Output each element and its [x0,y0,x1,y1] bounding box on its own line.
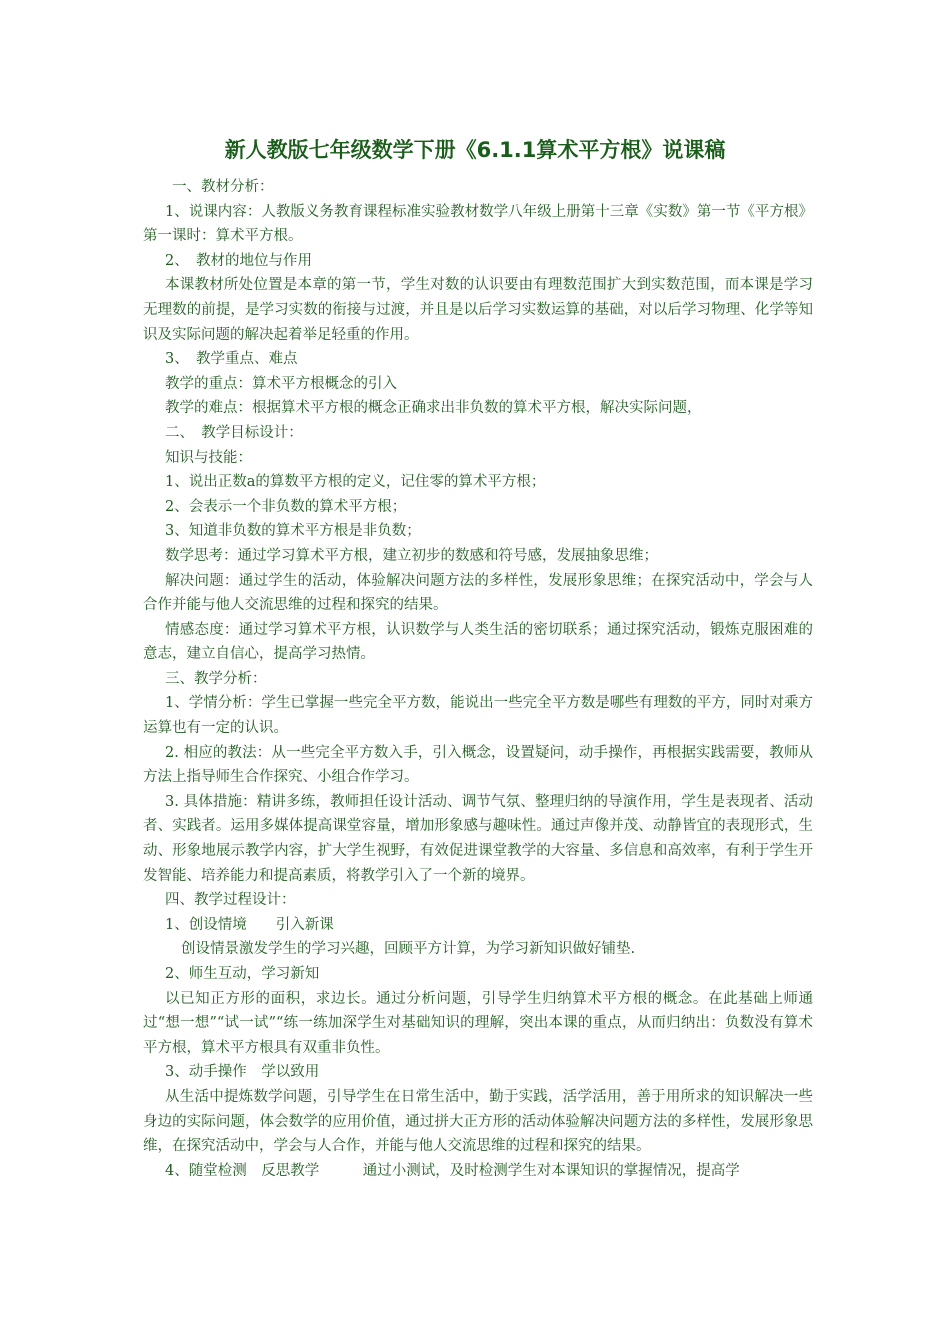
subsection-heading: 4、随堂检测 反思教学 通过小测试，及时检测学生对本课知识的掌握情况，提高学 [165,1162,740,1179]
paragraph: 1、学情分析：学生已掌握一些完全平方数，能说出一些完全平方数是哪些有理数的平方，同时对乘方运算也有一定的认识。 [143,695,813,737]
paragraph: 知识与技能： [165,449,252,466]
paragraph: 3. 具体措施：精讲多练，教师担任设计活动、调节气氛、整理归纳的导演作用，学生是表现者、活动者、实践者。运用多媒体提高课堂容量，增加形象感与趣味性。通过声像并茂、动静皆宜的表现形式，生动、形象地展示教学内容，扩大学生视野，有效促进课堂教学的大容量、多信息和高效率，有利于学生开发智能、培养能力和提高素质，将教学引入了一个新的境界。 [143,793,813,884]
subsection-heading: 2、 教材的地位与作用 [165,252,312,269]
paragraph: 1、说课内容：人教版义务教育课程标准实验教材数学八年级上册第十三章《实数》第一节《平方根》第一课时：算术平方根。 [143,203,813,245]
paragraph: 解决问题：通过学生的活动，体验解决问题方法的多样性，发展形象思维；在探究活动中，学会与人合作并能与他人交流思维的过程和探究的结果。 [143,572,813,614]
document-title: 新人教版七年级数学下册《6.1.1算术平方根》说课稿 [224,138,726,162]
paragraph: 教学的难点：根据算术平方根的概念正确求出非负数的算术平方根，解决实际问题， [165,400,702,417]
list-item: 3、知道非负数的算术平方根是非负数； [165,523,421,540]
paragraph: 从生活中提炼数学问题，引导学生在日常生活中，勤于实践，活学活用，善于用所求的知识解决一些身边的实际问题，体会数学的应用价值，通过拼大正方形的活动体验解决问题方法的多样性，发展形象思维，在探究活动中，学会与人合作，并能与他人交流思维的过程和探究的结果。 [143,1088,813,1155]
paragraph: 以已知正方形的面积，求边长。通过分析问题，引导学生归纳算术平方根的概念。在此基础上师通过“想一想”“试一试”“练一练加深学生对基础知识的理解，突出本课的重点，从而归纳出：负数没有算术平方根，算术平方根具有双重非负性。 [143,990,813,1056]
list-item: 1、说出正数a的算数平方根的定义，记住零的算术平方根； [165,474,546,491]
subsection-heading: 3、动手操作 学以致用 [165,1064,320,1081]
paragraph: 数学思考：通过学习算术平方根，建立初步的数感和符号感，发展抽象思维； [165,547,658,564]
subsection-heading: 2、师生互动，学习新知 [165,966,320,982]
paragraph: 教学的重点：算术平方根概念的引入 [165,375,397,392]
paragraph: 情感态度：通过学习算术平方根，认识数学与人类生活的密切联系；通过探究活动，锻炼克服困难的意志，建立自信心，提高学习热情。 [143,621,813,663]
document-body [143,175,813,1183]
section-heading: 二、 教学目标设计： [165,424,303,441]
paragraph: 2. 相应的教法：从一些完全平方数入手，引入概念，设置疑问，动手操作，再根据实践需要，教师从方法上指导师生合作探究、小组合作学习。 [143,744,813,786]
list-item: 2、会表示一个非负数的算术平方根； [165,498,407,515]
subsection-heading: 1、创设情境 引入新课 [165,916,334,933]
paragraph: 创设情景激发学生的学习兴趣，回顾平方计算，为学习新知识做好铺垫. [181,941,636,958]
section-heading: 三、教学分析： [165,670,267,687]
section-heading: 四、教学过程设计： [165,892,296,909]
section-heading: 一、教材分析： [172,179,274,195]
paragraph: 本课教材所处位置是本章的第一节，学生对数的认识要由有理数范围扩大到实数范围，而本课是学习无理数的前提，是学习实数的衔接与过渡，并且是以后学习实数运算的基础，对以后学习物理、化学等知识及实际问题的解决起着举足轻重的作用。 [143,277,813,343]
subsection-heading: 3、 教学重点、难点 [165,351,298,368]
